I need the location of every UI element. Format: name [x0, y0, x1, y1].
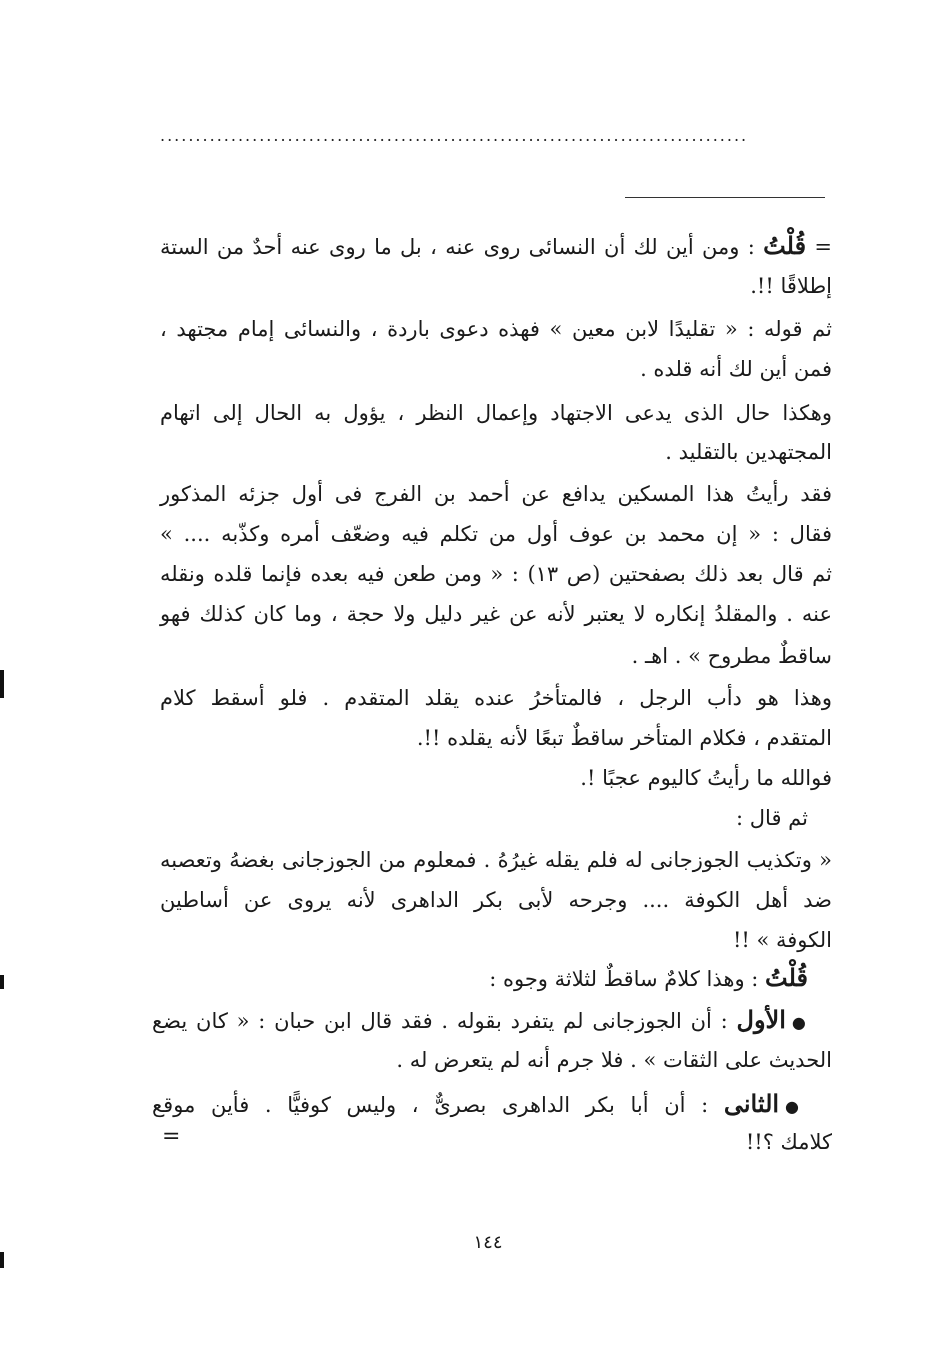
text-line-13: المتقدم ، فكلام المتأخر ساقطٌ تبعًا لأنه يقلده !!. — [416, 726, 832, 750]
text-line-14: فوالله ما رأيتُ كاليوم عجبًا !. — [580, 766, 832, 790]
text-line-8: فقال : « إن محمد بن عوف أول من تكلم فيه وضعّف أمره وكذّبه .... » — [160, 522, 832, 546]
text-line-16: « وتكذيب الجوزجانى له فلم يقله غيرُهُ . فمعلوم من الجوزجانى بغضهُ وتعصبه — [160, 848, 832, 872]
scan-edge-mark — [0, 1252, 4, 1268]
line-text: : ومن أين لك أن النسائى روى عنه ، بل ما روى عنه أحدٌ من الستة — [160, 235, 764, 259]
text-line-20 — [152, 1004, 808, 1039]
text-line-23: كلامك ؟!! — [745, 1130, 832, 1154]
scan-edge-mark — [0, 670, 4, 698]
bullet-icon: ● — [791, 1013, 808, 1032]
text-line-9: ثم قال بعد ذلك بصفحتين (ص ١٣) : « ومن طعن فيه بعده فإنما قلده ونقله — [160, 562, 832, 586]
bold-term: قُلْتُ — [765, 963, 808, 992]
bold-term: قُلْتُ — [763, 231, 807, 260]
text-line-5: وهكذا حال الذى يدعى الاجتهاد وإعمال النظر ، يؤول به الحال إلى اتهام — [160, 401, 832, 425]
footnote-rule — [625, 197, 825, 198]
text-line-18: الكوفة » !! — [732, 928, 832, 952]
continuation-mark: = — [806, 235, 832, 259]
scan-edge-mark — [0, 975, 4, 989]
text-line-10: عنه . والمقلدُ إنكاره لا يعتبر لأنه عن غير دليل ولا حجة ، وما كان كذلك فهو — [160, 602, 832, 626]
text-line-17: ضد أهل الكوفة .... وجرحه لأبى بكر الداهرى لأنه يروى عن أساطين — [160, 888, 832, 912]
bold-term: الأول — [736, 1005, 786, 1034]
text-line-22 — [152, 1088, 808, 1123]
text-line-2: إطلاقًا !!. — [750, 274, 832, 298]
text-line-6: المجتهدين بالتقليد . — [665, 440, 832, 464]
bullet-icon: ● — [785, 1097, 808, 1116]
text-line-3: ثم قوله : « تقليدًا لابن معين » فهذه دعوى باردة ، والنسائى إمام مجتهد ، — [160, 317, 832, 341]
continuation-mark-end: = — [162, 1124, 181, 1149]
line-text: : وهذا كلامٌ ساقطٌ لثلاثة وجوه : — [489, 967, 766, 991]
text-line-21: الحديث على الثقات » . فلا جرم أنه لم يتعرض له . — [396, 1048, 832, 1072]
line-text: : أن أبا بكر الداهرى بصرىٌّ ، وليس كوفيًّا . فأين موقع — [152, 1093, 724, 1117]
text-line-19 — [128, 962, 808, 995]
line-text: : أن الجوزجانى لم يتفرد بقوله . فقد قال ابن حبان : « كان يضع — [152, 1009, 737, 1033]
text-line-12: وهذا هو دأب الرجل ، فالمتأخرُ عنده يقلد المتقدم . فلو أسقط كلام — [160, 686, 832, 710]
text-line-11: ساقطٌ مطروح » . اهـ . — [631, 644, 832, 668]
text-line-15: ثم قال : — [736, 806, 808, 830]
text-line-4: فمن أين لك أنه قلده . — [640, 357, 832, 381]
dotted-separator: ................................................................................... — [160, 130, 749, 142]
page-number: ١٤٤ — [473, 1232, 503, 1253]
text-line-7: فقد رأيتُ هذا المسكين يدافع عن أحمد بن الفرج فى أول جزئه المذكور — [160, 482, 832, 506]
text-line-1 — [160, 230, 832, 263]
bold-term: الثانى — [723, 1089, 780, 1118]
